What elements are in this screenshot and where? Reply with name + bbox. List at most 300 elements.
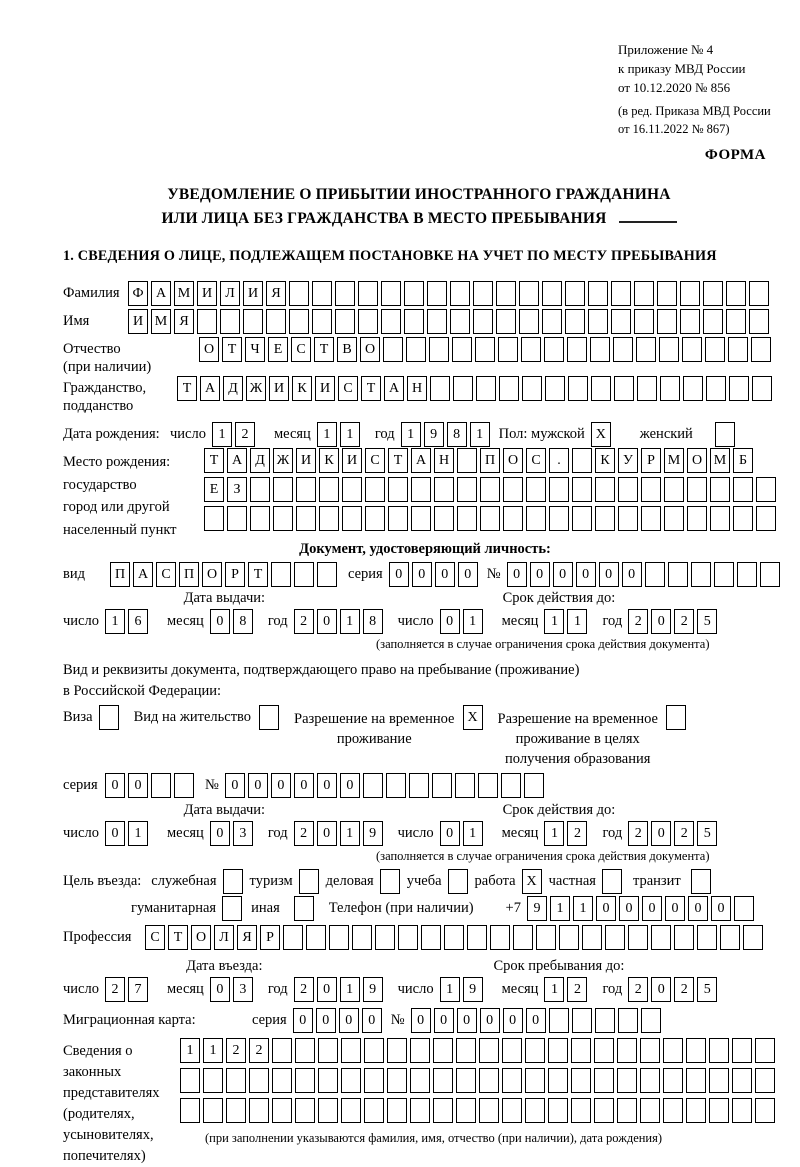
char-cell [674,925,694,950]
year-label: год [602,613,623,629]
char-cell [602,869,622,894]
identity-number-cells [507,562,783,587]
char-cell [521,337,541,362]
representatives-row-1 [180,1038,778,1063]
char-cell [341,1068,361,1093]
char-cell: Е [204,477,224,502]
char-cell [594,1038,614,1063]
stay-year-cells [628,977,720,1002]
char-cell: 1 [317,422,337,447]
char-cell [335,309,355,334]
purpose-option-label: учеба [406,873,442,889]
name-label: Имя [63,313,90,329]
char-cell [381,281,401,306]
visa-checkbox [99,705,122,730]
char-cell [691,562,711,587]
issue-date-heading: Дата выдачи: [183,802,266,818]
char-cell [473,309,493,334]
temp-residence-education-label: Разрешение на временное проживание в целях получения образования [497,711,658,767]
char-cell [444,925,464,950]
char-cell: 9 [363,977,383,1002]
char-cell [364,1038,384,1063]
char-cell [271,562,291,587]
year-label: год [602,825,623,841]
char-cell [480,477,500,502]
char-cell [751,337,771,362]
validity-note: (заполняется в случае ограничения срока действия документа) [376,637,710,651]
title-blank-underline [619,221,677,223]
birth-place-labels: Место рождения: государство город или другой населенный пункт [63,454,177,538]
series-label: серия [348,566,383,582]
char-cell [341,1038,361,1063]
sex-male-checkbox [591,422,614,447]
char-cell: 0 [665,896,685,921]
migration-number-cells [411,1008,664,1033]
char-cell: 1 [180,1038,200,1063]
temp-residence-label: Разрешение на временное проживание [294,711,455,747]
char-cell [448,869,468,894]
char-cell: Д [250,448,270,473]
char-cell [381,309,401,334]
char-cell [634,309,654,334]
char-cell [582,925,602,950]
char-cell: 0 [435,562,455,587]
char-cell [223,869,243,894]
char-cell: 0 [457,1008,477,1033]
char-cell [572,448,592,473]
char-cell: 9 [527,896,547,921]
validity-note: (заполняется в случае ограничения срока действия документа) [376,849,710,863]
char-cell [319,506,339,531]
identity-series-cells [389,562,481,587]
residence-doc-intro: Вид и реквизиты документа, подтверждающего право на пребывание (проживание) в Российской Федерации: [63,662,580,699]
char-cell [571,1068,591,1093]
char-cell [710,506,730,531]
char-cell: Т [168,925,188,950]
char-cell: О [202,562,222,587]
char-cell [617,1068,637,1093]
char-cell [594,1068,614,1093]
char-cell [453,376,473,401]
char-cell: 9 [463,977,483,1002]
purpose-option-label: служебная [151,873,217,889]
residence-dates [63,802,787,846]
char-cell [455,773,475,798]
annex-line: Приложение № 4 [618,42,714,57]
char-cell: 0 [317,977,337,1002]
char-cell: П [480,448,500,473]
residence-series-cells [105,773,197,798]
stay-until-group [398,958,721,1002]
char-cell [756,506,776,531]
char-cell [289,309,309,334]
char-cell: Е [268,337,288,362]
char-cell [502,1038,522,1063]
char-cell [519,281,539,306]
char-cell [404,309,424,334]
char-cell [710,477,730,502]
char-cell [434,477,454,502]
title-line-1: УВЕДОМЛЕНИЕ О ПРИБЫТИИ ИНОСТРАННОГО ГРАЖДАНИНА [167,186,671,203]
char-cell [549,506,569,531]
char-cell: 0 [317,773,337,798]
purpose-option-label: иная [251,900,280,916]
char-cell [522,376,542,401]
char-cell [617,1098,637,1123]
char-cell [294,562,314,587]
char-cell: Ж [246,376,266,401]
profession-field [63,925,787,950]
char-cell [525,1068,545,1093]
char-cell [706,376,726,401]
char-cell: П [110,562,130,587]
valid-month-cells [544,821,590,846]
char-cell: Я [266,281,286,306]
char-cell [318,1038,338,1063]
char-cell [588,309,608,334]
birth-place-field [63,448,787,541]
char-cell: И [342,448,362,473]
month-label: месяц [166,613,204,629]
char-cell [99,705,119,730]
purpose-official-checkbox [223,869,246,894]
valid-year-cells [628,821,720,846]
char-cell: 0 [248,773,268,798]
char-cell: Д [223,376,243,401]
number-label: № [205,777,219,793]
issue-year-cells [294,821,386,846]
char-cell [628,925,648,950]
annex-line: к приказу МВД России [618,61,746,76]
char-cell [197,309,217,334]
char-cell [387,1098,407,1123]
char-cell: 0 [105,821,125,846]
char-cell [651,925,671,950]
migration-card-label: Миграционная карта: [63,1012,196,1028]
char-cell [565,309,585,334]
char-cell: X [522,869,542,894]
char-cell [502,1098,522,1123]
profession-label: Профессия [63,929,132,945]
valid-day-cells [440,821,486,846]
char-cell [618,477,638,502]
char-cell [756,477,776,502]
char-cell [404,281,424,306]
char-cell: 2 [294,609,314,634]
char-cell: Т [222,337,242,362]
char-cell [755,1038,775,1063]
month-label: месяц [273,426,311,442]
char-cell [697,925,717,950]
char-cell [545,376,565,401]
temp-residence-education-checkbox [666,705,689,730]
char-cell: 0 [340,773,360,798]
char-cell [734,896,754,921]
char-cell [542,309,562,334]
char-cell: 2 [674,977,694,1002]
char-cell: Т [388,448,408,473]
representatives-label: Сведения о законных представителях (родителях, усыновителях, попечителях) [63,1043,160,1164]
valid-month-cells [544,609,590,634]
char-cell: 2 [628,977,648,1002]
char-cell [732,1098,752,1123]
char-cell [365,506,385,531]
number-label: № [486,566,501,582]
char-cell: А [227,448,247,473]
issue-year-cells [294,609,386,634]
char-cell: С [156,562,176,587]
sex-female-label: женский [639,426,693,442]
char-cell: 0 [294,773,314,798]
char-cell: . [549,448,569,473]
char-cell: 2 [294,821,314,846]
char-cell [749,309,769,334]
year-label: год [602,981,623,997]
char-cell: 1 [340,977,360,1002]
char-cell: 0 [651,977,671,1002]
char-cell [503,506,523,531]
char-cell: 1 [544,609,564,634]
char-cell [568,376,588,401]
char-cell [760,562,780,587]
char-cell [526,506,546,531]
char-cell: 0 [503,1008,523,1033]
char-cell [548,1068,568,1093]
char-cell: А [411,448,431,473]
day-label: число [397,825,434,841]
char-cell [456,1038,476,1063]
char-cell: 1 [340,422,360,447]
char-cell [473,281,493,306]
char-cell [499,376,519,401]
char-cell [687,506,707,531]
char-cell [180,1068,200,1093]
char-cell: 0 [440,821,460,846]
char-cell: 0 [225,773,245,798]
char-cell [410,1098,430,1123]
char-cell [273,477,293,502]
char-cell [383,337,403,362]
char-cell [227,506,247,531]
char-cell [450,309,470,334]
char-cell: И [243,281,263,306]
char-cell: 6 [128,609,148,634]
profession-cells [145,925,766,950]
representatives-field [63,1038,787,1167]
char-cell [295,1098,315,1123]
char-cell [496,281,516,306]
char-cell [519,309,539,334]
char-cell [729,376,749,401]
edition-line: (в ред. Приказа МВД России [618,104,771,118]
char-cell [475,337,495,362]
issue-day-cells [105,821,151,846]
purpose-transit-checkbox [691,869,714,894]
char-cell: 1 [128,821,148,846]
char-cell: 1 [401,422,421,447]
char-cell [549,1008,569,1033]
char-cell [618,1008,638,1033]
char-cell [691,869,711,894]
birth-day-cells [212,422,258,447]
day-label: число [170,426,206,442]
edition-line: от 16.11.2022 № 867) [618,122,730,136]
char-cell [452,337,472,362]
char-cell: К [292,376,312,401]
char-cell [476,376,496,401]
char-cell [590,337,610,362]
char-cell: 0 [553,562,573,587]
char-cell: 1 [203,1038,223,1063]
year-label: год [374,426,395,442]
char-cell: К [595,448,615,473]
char-cell [318,1098,338,1123]
char-cell: С [526,448,546,473]
number-label: № [390,1012,405,1028]
char-cell: 0 [210,821,230,846]
char-cell [595,1008,615,1033]
char-cell: 0 [271,773,291,798]
month-label: месяц [501,613,539,629]
char-cell: 0 [105,773,125,798]
char-cell: 5 [697,821,717,846]
char-cell [544,337,564,362]
char-cell [204,506,224,531]
year-label: год [267,981,288,997]
char-cell: 1 [463,609,483,634]
purpose-option-label: туризм [249,873,293,889]
document-title [63,183,775,231]
char-cell [243,309,263,334]
char-cell [749,281,769,306]
char-cell [410,1068,430,1093]
char-cell [457,477,477,502]
char-cell [686,1098,706,1123]
char-cell [450,281,470,306]
char-cell [714,562,734,587]
birth-year-cells [401,422,493,447]
char-cell [525,1098,545,1123]
purpose-option-label: деловая [325,873,374,889]
stay-month-cells [544,977,590,1002]
char-cell [595,477,615,502]
surname-label: Фамилия [63,285,120,301]
entry-date-group [63,958,386,1002]
entry-date-heading: Дата въезда: [186,958,263,974]
issue-date-heading: Дата выдачи: [183,590,266,606]
surname-field [63,281,787,306]
purpose-option-label: гуманитарная [131,900,217,916]
char-cell [203,1068,223,1093]
char-cell [341,1098,361,1123]
purpose-option-label: транзит [632,873,681,889]
char-cell: Н [434,448,454,473]
char-cell [398,925,418,950]
char-cell [388,477,408,502]
valid-until-heading: Срок действия до: [502,590,616,606]
char-cell [306,925,326,950]
patronymic-cells [199,337,774,362]
residence-permit-checkbox [259,705,282,730]
residence-series-field [63,773,787,798]
representatives-row-3 [180,1098,778,1123]
char-cell: 0 [339,1008,359,1033]
char-cell [364,1098,384,1123]
char-cell: 0 [530,562,550,587]
char-cell [283,925,303,950]
char-cell [220,309,240,334]
name-cells [128,309,772,334]
phone-cells [527,896,757,921]
char-cell [259,705,279,730]
char-cell: 0 [526,1008,546,1033]
char-cell: С [291,337,311,362]
purpose-work-checkbox [522,869,545,894]
residence-permit-label: Вид на жительство [133,709,252,725]
char-cell [456,1068,476,1093]
char-cell [720,925,740,950]
char-cell [222,896,242,921]
char-cell: 2 [294,977,314,1002]
birth-place-row-1 [204,448,779,473]
char-cell [709,1038,729,1063]
char-cell [565,281,585,306]
char-cell [299,869,319,894]
char-cell [342,506,362,531]
char-cell: Л [214,925,234,950]
char-cell: С [365,448,385,473]
char-cell: О [687,448,707,473]
char-cell [641,1008,661,1033]
birth-date-field [63,422,787,447]
char-cell [427,309,447,334]
char-cell: И [197,281,217,306]
char-cell [548,1098,568,1123]
char-cell: 0 [128,773,148,798]
char-cell: 0 [711,896,731,921]
residence-issue-group [63,802,386,846]
valid-year-cells [628,609,720,634]
month-label: месяц [166,825,204,841]
char-cell: 0 [596,896,616,921]
residence-doc-options [63,705,787,769]
char-cell [755,1098,775,1123]
char-cell [634,281,654,306]
forma-label: ФОРМА [704,147,766,163]
char-cell: 2 [235,422,255,447]
char-cell [421,925,441,950]
char-cell: 8 [447,422,467,447]
purpose-other-checkbox [294,896,317,921]
char-cell [668,562,688,587]
char-cell: 2 [105,977,125,1002]
char-cell [496,309,516,334]
identity-dates [63,590,787,634]
char-cell [687,477,707,502]
char-cell [411,506,431,531]
char-cell: 0 [293,1008,313,1033]
residence-number-cells [225,773,547,798]
char-cell [151,773,171,798]
entry-purpose-row-1 [63,869,787,894]
char-cell: 0 [622,562,642,587]
char-cell [613,337,633,362]
char-cell [594,1098,614,1123]
purpose-label: Цель въезда: [63,873,142,889]
month-label: месяц [501,825,539,841]
birth-place-row-3 [204,506,779,531]
citizenship-field [63,376,787,415]
